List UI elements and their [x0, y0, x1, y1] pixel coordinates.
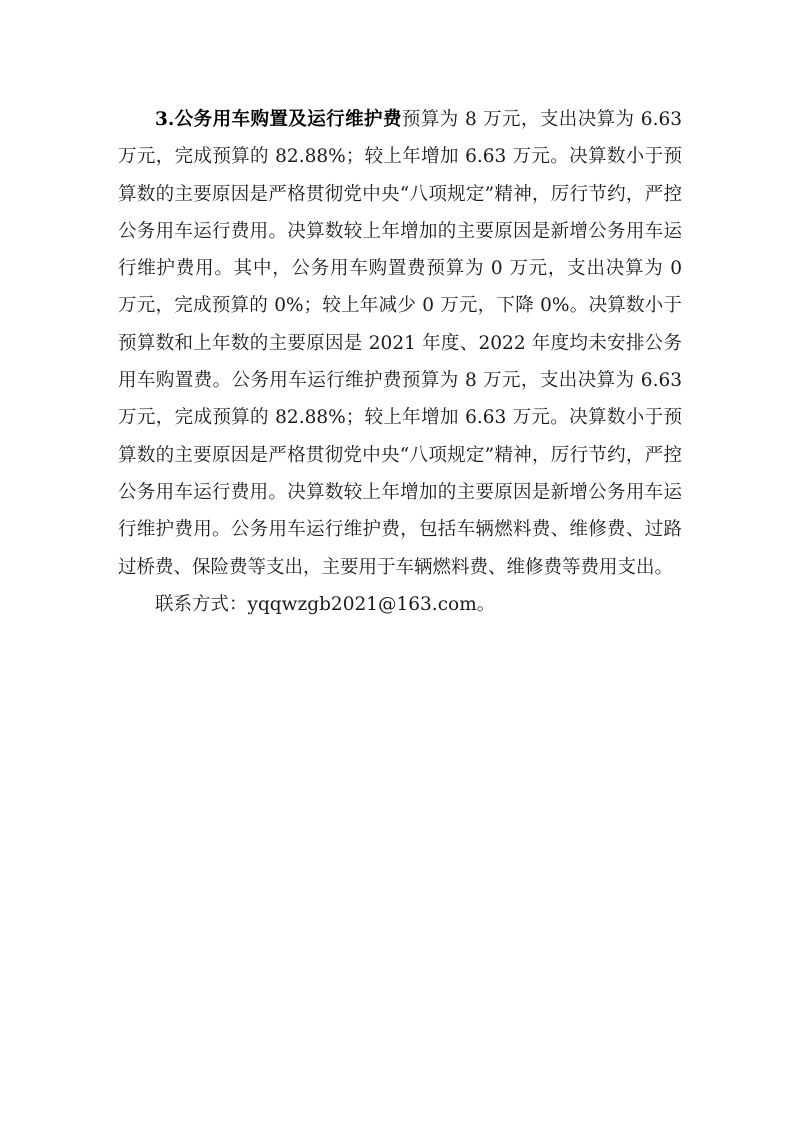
contact-suffix: 。 — [476, 593, 496, 615]
contact-line — [118, 586, 682, 623]
vehicle-expense-paragraph — [118, 101, 682, 586]
paragraph-body: 预算为 8 万元，支出决算为 6.63 万元，完成预算的 82.88%；较上年增加 6.63 万元。决算数小于预算数的主要原因是严格贯彻党中央“八项规定”精神，厉行节约，严控公务用车运行费用。决算数较上年增加的主要原因是新增公务用车运行维护费用。其中，公务用车购置费预算为 0 万元，支出决算为 0 万元，完成预算的 0%；较上年减少 0 万元，下降 0%。决算数小于预算数和上年数的主要原因是 2021 年度、2022 年度均未安排公务用车购置费。公务用车运行维护费预算为 8 万元，支出决算为 6.63 万元，完成预算的 82.88%；较上年增加 6.63 万元。决算数小于预算数的主要原因是严格贯彻党中央“八项规定”精神，厉行节约，严控公务用车运行费用。决算数较上年增加的主要原因是新增公务用车运行维护费用。公务用车运行维护费，包括车辆燃料费、维修费、过路过桥费、保险费等支出，主要用于车辆燃料费、维修费等费用支出。 — [118, 109, 682, 578]
contact-label: 联系方式： — [155, 593, 248, 615]
section-heading: 3.公务用车购置及运行维护费 — [155, 109, 402, 130]
document-body — [118, 101, 682, 623]
contact-email: yqqwzgb2021@163.com — [247, 593, 477, 615]
